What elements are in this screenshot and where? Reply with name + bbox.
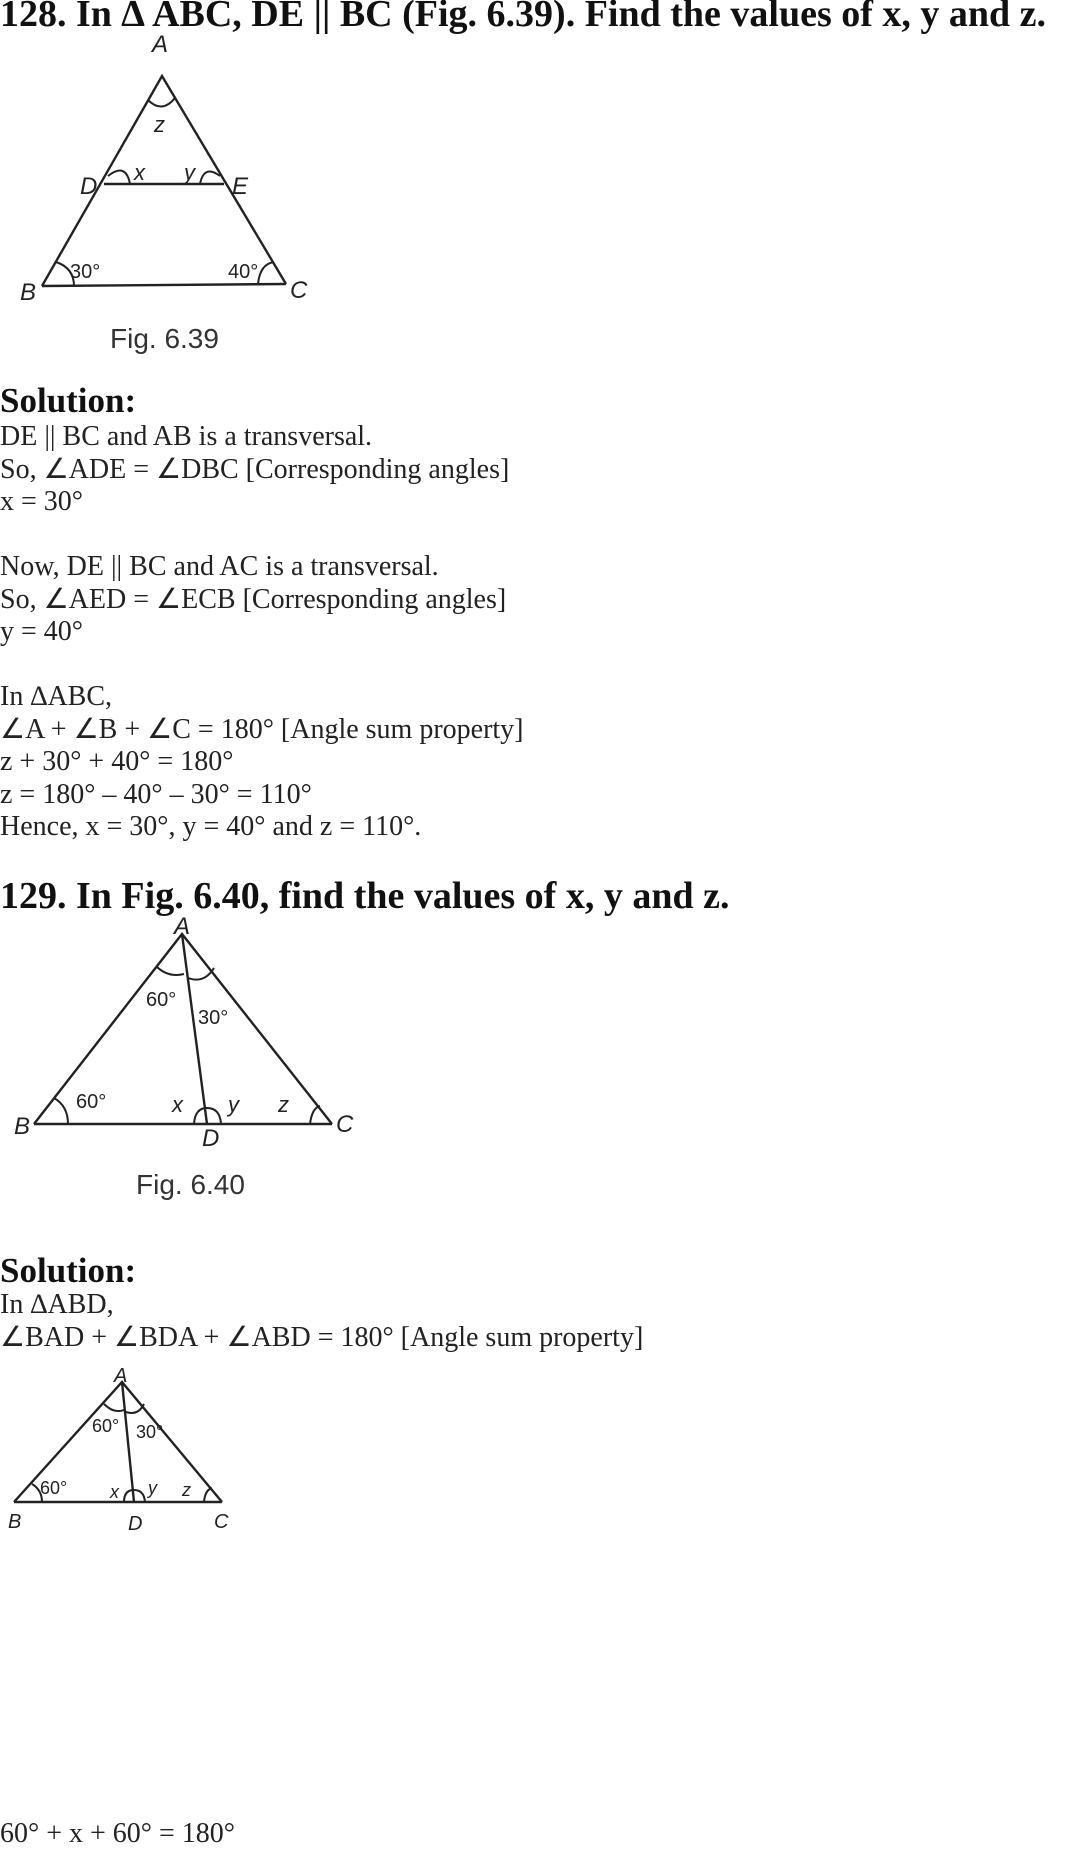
angle-z-label: z xyxy=(278,1092,289,1117)
solution-line: Hence, x = 30°, y = 40° and z = 110°. xyxy=(0,811,422,842)
solution-line: y = 40° xyxy=(0,616,83,647)
vertex-b-label: B xyxy=(14,1113,31,1140)
solution-heading: Solution: xyxy=(0,1251,137,1290)
angle-c-label: 40° xyxy=(228,261,259,283)
solution-line: z + 30° + 40° = 180° xyxy=(0,746,234,777)
angle-b-label: 60° xyxy=(76,1091,107,1113)
figure-6-39 xyxy=(0,30,400,370)
angle-dac-label: 30° xyxy=(198,1007,229,1029)
vertex-e-label: E xyxy=(232,173,249,200)
vertex-a-label: A xyxy=(152,31,169,58)
vertex-d-label: D xyxy=(80,173,98,200)
figure-6-40-small xyxy=(0,1360,300,1540)
angle-z-label: z xyxy=(154,112,165,137)
solution-line: 60° + x + 60° = 180° xyxy=(0,1818,235,1849)
question-129-title: 129. In Fig. 6.40, find the values of x, y and z. xyxy=(0,875,730,917)
solution-line: ∠A + ∠B + ∠C = 180° [Angle sum property] xyxy=(0,714,524,745)
vertex-b-label: B xyxy=(20,279,37,306)
vertex-b-label: B xyxy=(8,1511,22,1533)
figure-caption: Fig. 6.39 xyxy=(110,323,219,354)
vertex-c-label: C xyxy=(336,1111,354,1138)
angle-y-label: y xyxy=(184,160,195,185)
angle-y-label: y xyxy=(148,1478,157,1498)
solution-line: In ∆ABD, xyxy=(0,1289,114,1320)
solution-line: x = 30° xyxy=(0,486,83,517)
vertex-d-label: D xyxy=(128,1513,143,1535)
solution-line: So, ∠AED = ∠ECB [Corresponding angles] xyxy=(0,584,507,615)
figure-caption: Fig. 6.40 xyxy=(136,1169,245,1200)
angle-b-label: 30° xyxy=(70,261,101,283)
angle-y-label: y xyxy=(228,1092,239,1117)
solution-line: DE || BC and AB is a transversal. xyxy=(0,421,373,452)
angle-dac-label: 30° xyxy=(136,1422,164,1442)
angle-bad-label: 60° xyxy=(92,1416,120,1436)
vertex-c-label: C xyxy=(290,277,308,304)
vertex-c-label: C xyxy=(214,1511,229,1533)
angle-bad-label: 60° xyxy=(146,989,177,1011)
angle-b-label: 60° xyxy=(40,1478,68,1498)
solution-line: ∠BAD + ∠BDA + ∠ABD = 180° [Angle sum property] xyxy=(0,1322,644,1353)
solution-heading: Solution: xyxy=(0,381,137,420)
angle-x-label: x xyxy=(110,1482,119,1502)
question-128-title: 128. In ∆ ABC, DE || BC (Fig. 6.39). Find the values of x, y and z. xyxy=(0,0,1047,35)
vertex-d-label: D xyxy=(202,1125,220,1152)
solution-line: Now, DE || BC and AC is a transversal. xyxy=(0,551,439,582)
angle-x-label: x xyxy=(134,160,145,185)
vertex-a-label: A xyxy=(174,913,191,940)
solution-line: In ∆ABC, xyxy=(0,681,113,712)
angle-z-label: z xyxy=(182,1480,191,1500)
vertex-a-label: A xyxy=(114,1365,128,1387)
solution-line: z = 180° – 40° – 30° = 110° xyxy=(0,779,312,810)
figure-6-40 xyxy=(0,912,400,1202)
angle-x-label: x xyxy=(172,1092,183,1117)
solution-line: So, ∠ADE = ∠DBC [Corresponding angles] xyxy=(0,454,510,485)
